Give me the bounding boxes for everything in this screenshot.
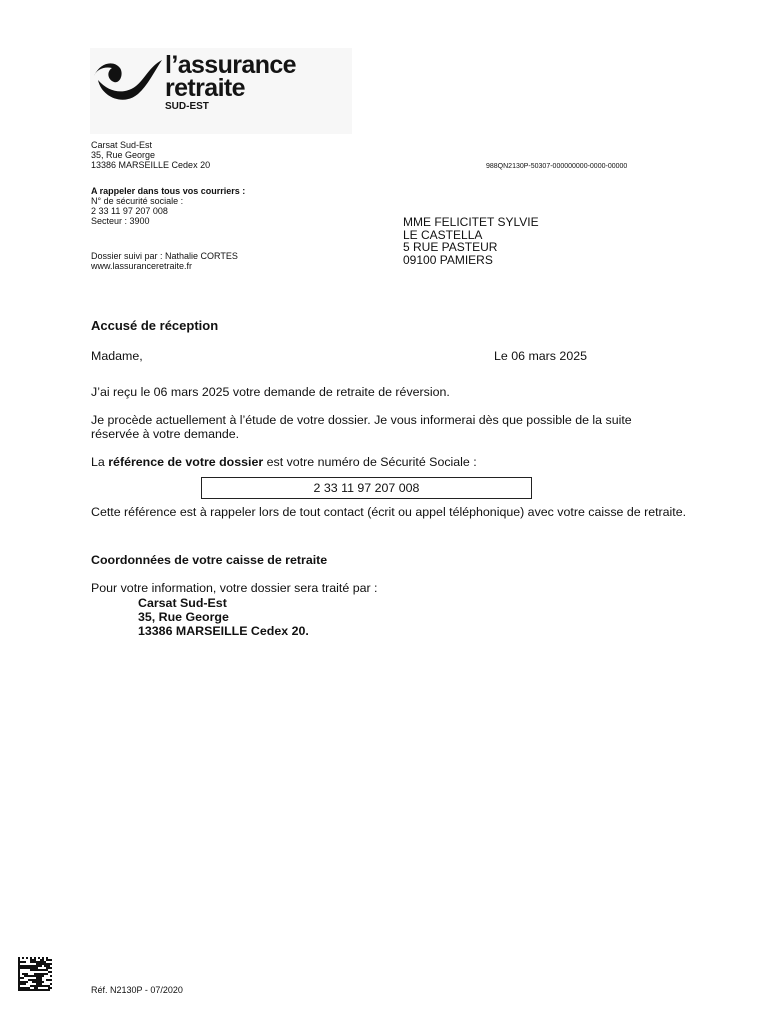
office-name: Carsat Sud-Est: [138, 596, 227, 610]
paragraph-3-bold: référence de votre dossier: [108, 455, 264, 469]
paragraph-5: Pour votre information, votre dossier sera traité par :: [91, 581, 378, 595]
paragraph-3-pre: La: [91, 455, 109, 469]
paragraph-2: [91, 413, 701, 441]
sector: Secteur : 3900: [91, 216, 150, 226]
paragraph-2-line-1: Je procède actuellement à l’étude de votre dossier. Je vous informerai dès que possible de la suite: [91, 413, 632, 427]
recipient-line-2: LE CASTELLA: [403, 227, 483, 242]
form-reference: Réf. N2130P - 07/2020: [91, 985, 183, 995]
website-link[interactable]: www.lassuranceretraite.fr: [91, 261, 193, 271]
logo-line-2: retraite: [165, 74, 245, 102]
logo-line-1: l’assurance: [165, 51, 296, 79]
recipient-line-4: 09100 PAMIERS: [403, 252, 493, 267]
recipient-line-3: 5 RUE PASTEUR: [403, 240, 498, 254]
sender-name: Carsat Sud-Est: [91, 140, 153, 150]
datamatrix-code-icon: [18, 957, 52, 991]
recall-title: A rappeler dans tous vos courriers :: [91, 186, 246, 196]
logo-line-3: SUD-EST: [165, 101, 209, 112]
ssn-label: N° de sécurité sociale :: [91, 196, 184, 206]
recipient-address: [403, 216, 539, 266]
recipient-name: MME FELICITET SYLVIE: [403, 215, 539, 229]
paragraph-3: [91, 455, 477, 469]
assurance-retraite-logo-icon: [92, 54, 164, 110]
letter-subject: Accusé de réception: [91, 318, 219, 333]
processing-office: [138, 596, 309, 638]
followed-block: [91, 251, 238, 271]
recall-block: [91, 186, 245, 226]
office-street: 35, Rue George: [138, 610, 229, 624]
letter-date: Le 06 mars 2025: [494, 349, 587, 363]
office-city: 13386 MARSEILLE Cedex 20.: [138, 624, 309, 638]
sender-street: 35, Rue George: [91, 150, 156, 160]
sender-address: [91, 140, 210, 170]
followed-by: Dossier suivi par : Nathalie CORTES: [91, 251, 238, 261]
coords-title: Coordonnées de votre caisse de retraite: [91, 553, 328, 567]
paragraph-3-post: est votre numéro de Sécurité Sociale :: [263, 455, 477, 469]
paragraph-1: J’ai reçu le 06 mars 2025 votre demande de retraite de réversion.: [91, 385, 450, 399]
assurance-retraite-logo: [90, 48, 352, 134]
ssn-value: 2 33 11 97 207 008: [91, 206, 168, 216]
reference-box: 2 33 11 97 207 008: [201, 477, 532, 499]
document-code: 988QN2130P-50307-000000000-0000-00000: [486, 163, 628, 170]
paragraph-4: Cette référence est à rappeler lors de tout contact (écrit ou appel téléphonique) avec votre caisse de retraite.: [91, 505, 687, 519]
paragraph-2-line-2: réservée à votre demande.: [91, 427, 240, 441]
salutation: Madame,: [91, 349, 143, 363]
sender-city: 13386 MARSEILLE Cedex 20: [91, 160, 211, 170]
